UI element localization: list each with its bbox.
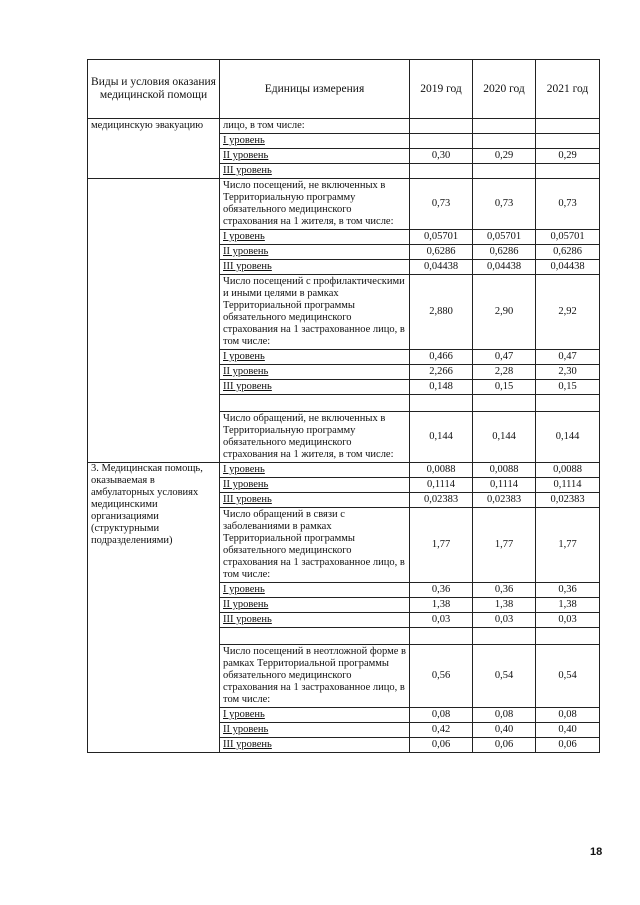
header-kind: Виды и условия оказания медицинской помощи	[88, 60, 220, 119]
blank-cell	[410, 628, 473, 645]
unit-cell: Число посещений с профилактическими и иными целями в рамках Территориальной программы обязательного медицинского страхования на 1 застрахованное лицо, в том числе:	[220, 275, 410, 350]
value-2019: 0,466	[410, 350, 473, 365]
value-2021: 0,02383	[536, 493, 600, 508]
value-2021: 0,03	[536, 613, 600, 628]
value-2019: 0,73	[410, 179, 473, 230]
value-2021: 0,47	[536, 350, 600, 365]
unit-cell: II уровень	[220, 245, 410, 260]
unit-cell: I уровень	[220, 583, 410, 598]
value-2019: 0,1114	[410, 478, 473, 493]
value-2020: 0,06	[473, 738, 536, 753]
unit-cell: I уровень	[220, 230, 410, 245]
value-2019	[410, 119, 473, 134]
unit-cell: II уровень	[220, 478, 410, 493]
unit-cell: III уровень	[220, 493, 410, 508]
value-2021: 0,29	[536, 149, 600, 164]
value-2021: 0,40	[536, 723, 600, 738]
value-2019: 0,04438	[410, 260, 473, 275]
value-2021: 0,06	[536, 738, 600, 753]
kind-cell-top	[88, 179, 220, 463]
value-2019: 0,6286	[410, 245, 473, 260]
value-2019: 0,06	[410, 738, 473, 753]
value-2020: 0,04438	[473, 260, 536, 275]
value-2019: 0,56	[410, 645, 473, 708]
unit-cell: II уровень	[220, 598, 410, 613]
value-2021: 0,54	[536, 645, 600, 708]
table-row	[88, 119, 600, 134]
value-2019: 0,02383	[410, 493, 473, 508]
value-2019	[410, 134, 473, 149]
value-2019: 0,05701	[410, 230, 473, 245]
document-sheet	[87, 59, 599, 753]
value-2020: 1,77	[473, 508, 536, 583]
value-2019: 0,03	[410, 613, 473, 628]
kind-cell-evacuation: медицинскую эвакуацию	[88, 119, 220, 179]
value-2020: 0,02383	[473, 493, 536, 508]
value-2021	[536, 164, 600, 179]
value-2019: 0,0088	[410, 463, 473, 478]
value-2021: 1,38	[536, 598, 600, 613]
value-2019: 2,266	[410, 365, 473, 380]
value-2019: 0,144	[410, 412, 473, 463]
header-2019: 2019 год	[410, 60, 473, 119]
blank-cell	[536, 395, 600, 412]
table-header-row	[88, 60, 600, 119]
value-2021: 1,77	[536, 508, 600, 583]
value-2020: 0,03	[473, 613, 536, 628]
value-2021: 0,144	[536, 412, 600, 463]
value-2019: 0,08	[410, 708, 473, 723]
value-2021: 0,1114	[536, 478, 600, 493]
blank-cell	[536, 628, 600, 645]
header-unit: Единицы измерения	[220, 60, 410, 119]
value-2019: 1,77	[410, 508, 473, 583]
page-number: 18	[590, 846, 603, 858]
value-2020: 0,73	[473, 179, 536, 230]
value-2020: 0,36	[473, 583, 536, 598]
blank-cell	[220, 395, 410, 412]
unit-cell: III уровень	[220, 738, 410, 753]
value-2021: 0,04438	[536, 260, 600, 275]
medical-care-table	[87, 59, 600, 753]
header-2021: 2021 год	[536, 60, 600, 119]
unit-cell: I уровень	[220, 134, 410, 149]
unit-cell: Число обращений в связи с заболеваниями в рамках Территориальной программы обязательного медицинского страхования на 1 застрахованное лицо, в том числе:	[220, 508, 410, 583]
value-2020: 0,47	[473, 350, 536, 365]
value-2020: 0,05701	[473, 230, 536, 245]
value-2021: 0,73	[536, 179, 600, 230]
value-2021: 2,92	[536, 275, 600, 350]
value-2021	[536, 119, 600, 134]
value-2020: 0,6286	[473, 245, 536, 260]
value-2020: 0,0088	[473, 463, 536, 478]
table-row	[88, 179, 600, 230]
kind-cell-outpatient: 3. Медицинская помощь, оказываемая в амбулаторных условиях медицинскими организациями (структурными подразделениями)	[88, 463, 220, 753]
value-2019: 2,880	[410, 275, 473, 350]
unit-cell: I уровень	[220, 708, 410, 723]
value-2020: 0,144	[473, 412, 536, 463]
unit-cell: I уровень	[220, 350, 410, 365]
value-2019: 0,36	[410, 583, 473, 598]
unit-cell: лицо, в том числе:	[220, 119, 410, 134]
value-2019: 1,38	[410, 598, 473, 613]
value-2020	[473, 164, 536, 179]
unit-cell: III уровень	[220, 164, 410, 179]
value-2021: 0,08	[536, 708, 600, 723]
blank-cell	[473, 628, 536, 645]
value-2021: 2,30	[536, 365, 600, 380]
value-2020: 0,15	[473, 380, 536, 395]
value-2020: 0,08	[473, 708, 536, 723]
value-2021	[536, 134, 600, 149]
header-2020: 2020 год	[473, 60, 536, 119]
blank-cell	[473, 395, 536, 412]
value-2020	[473, 134, 536, 149]
table-row	[88, 463, 600, 478]
unit-cell: III уровень	[220, 380, 410, 395]
value-2020: 0,54	[473, 645, 536, 708]
value-2019: 0,148	[410, 380, 473, 395]
blank-cell	[410, 395, 473, 412]
value-2020: 2,28	[473, 365, 536, 380]
value-2021: 0,36	[536, 583, 600, 598]
value-2021: 0,6286	[536, 245, 600, 260]
unit-cell: III уровень	[220, 260, 410, 275]
value-2020: 0,1114	[473, 478, 536, 493]
value-2021: 0,15	[536, 380, 600, 395]
unit-cell: I уровень	[220, 463, 410, 478]
value-2020: 1,38	[473, 598, 536, 613]
unit-cell: II уровень	[220, 149, 410, 164]
value-2020: 2,90	[473, 275, 536, 350]
blank-cell	[220, 628, 410, 645]
value-2021: 0,0088	[536, 463, 600, 478]
unit-cell: Число посещений в неотложной форме в рамках Территориальной программы обязательного медицинского страхования на 1 застрахованное лицо, в том числе:	[220, 645, 410, 708]
value-2021: 0,05701	[536, 230, 600, 245]
unit-cell: III уровень	[220, 613, 410, 628]
unit-cell: Число посещений, не включенных в Территориальную программу обязательного медицинского страхования на 1 жителя, в том числе:	[220, 179, 410, 230]
value-2019: 0,30	[410, 149, 473, 164]
unit-cell: Число обращений, не включенных в Территориальную программу обязательного медицинского страхования на 1 жителя, в том числе:	[220, 412, 410, 463]
value-2020: 0,29	[473, 149, 536, 164]
value-2019	[410, 164, 473, 179]
unit-cell: II уровень	[220, 365, 410, 380]
value-2020	[473, 119, 536, 134]
unit-cell: II уровень	[220, 723, 410, 738]
value-2020: 0,40	[473, 723, 536, 738]
value-2019: 0,42	[410, 723, 473, 738]
